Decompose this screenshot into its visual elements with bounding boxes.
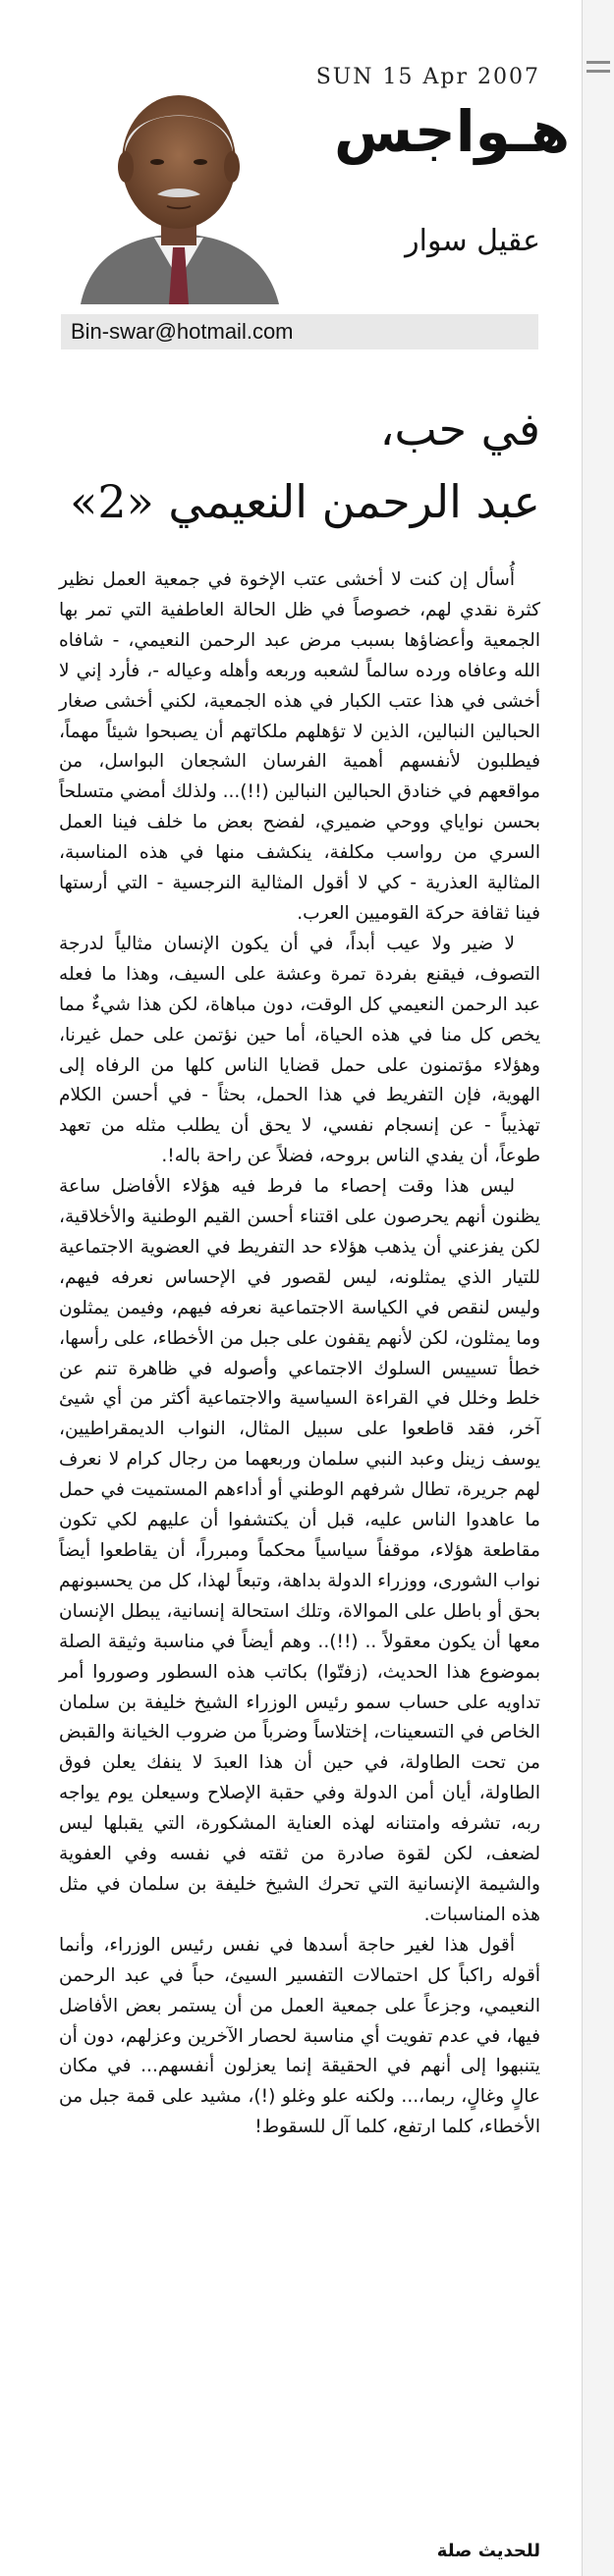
author-email [61,314,538,349]
margin-divider [586,70,610,73]
headline-line-1: في حب، [379,402,540,456]
paragraph: أُسأل إن كنت لا أخشى عتب الإخوة في جمعية العمل نظير كثرة نقدي لهم، خصوصاً في ظل الحالة العاطفية التي تمر بها الجمعية وأعضاؤها بسبب مرض عبد الرحمن النعيمي، - شافاه الله وعافاه ورده سالماً لشعبه وربعه وأهله وعياله -، فأرد إني لا أخشى في هذا عتب الكبار في هذه الجمعية، لكني أخشى صغار الحبالين النبالين، الذين لا تؤهلهم ملكاتهم أن يصبحوا شيئاً مهماً، فيطلبون لأنفسهم أهمية الفرسان الشجعان البواسل، من مواقعهم في خنادق الحبالين النبالين (!!)... ولذلك أمضي متسلحاً بحسن نواياي ووحي ضميري، لفضح بعض ما خلف فينا العمل السري من رواسب مكلفة، ينكشف منها في هذه المناسبة، المثالية العذرية - كي لا أقول المثالية النرجسية - التي أرستها فينا ثقافة حركة القوميين العرب. [59,569,540,924]
article-headline [59,393,540,538]
article-body [59,565,540,2143]
column-title: هـواجس [334,98,571,165]
paragraph: ليس هذا وقت إحصاء ما فرط فيه هؤلاء الأفاضل ساعة يظنون أنهم يحرصون على اقتناء أحسن القيم الوطنية والأخلاقية، لكن يفزعني أن يذهب هؤلاء حد التفريط في العضوية الاجتماعية للتيار الذي يمثلونه، ليس لقصور في الإحساس نعرفه فيهم، وليس لنقص في الكياسة الاجتماعية نعرفه فيهم، وفيمن يمثلون وما يمثلون، لكن لأنهم يقفون على جبل من الأخطاء، على رأسها، خطأ تسييس السلوك الاجتماعي وأصوله في ظاهرة تنم عن خلط وخلل في القراءة السياسية والاجتماعية أكثر من أي شيئ آخر، فقد قاطعوا على سبيل المثال، النواب الديمقراطيين، يوسف زينل وعبد النبي سلمان وربعهما من رجال كرام لا نعرف لهم جريرة، تطال شرفهم الوطني أو أداءهم المستميت في حمل ما عاهدوا الناس عليه، قبل أن يكتشفوا أن عليهم لكي تكون مقاطعة هؤلاء، موقفاً سياسياً محكماً ومبرراً، أن يقاطعوا أيضاً نواب الشورى، ووزراء الدولة بداهة، وتبعاً لهذا، كل من يحسبونهم بحق أو باطل على الموالاة، وتلك استحالة إنسانية، يبطل الإنسان معها أن يكون معقولاً .. (!!).. وهم أيضاً في مناسبة وثيقة الصلة بموضوع هذا الحديث، (زفتّوا) بكاتب هذه السطور وصوروا أمر تداويه على حساب سمو رئيس الوزراء الشيخ خليفة بن سلمان الخاص في التسعينات، إختلاساً وضرباً من ضروب الخيانة والقبض من تحت الطاولة، في حين أن هذا العبدَ لا ينفك يعلن فوق الطاولة، أيان أمن الدولة وفي حقبة الإصلاح وسيعلن يوم يواجه ربه، تشرفه وامتنانه لهذه العناية المشكورة، التي يقبلها ليس لضعف، لكن لقوة صادرة من ثقته في نفسه وفي العفوية والشيمة الإنسانية التي تحرك الشيخ خليفة بن سلمان في مثل هذه المناسبات. [59,1176,540,1925]
paragraph: أقول هذا لغير حاجة أسدها في نفس رئيس الوزراء، وأنما أقوله راكباً كل احتمالات التفسير السيئ، حباً في عبد الرحمن النعيمي، وجزعاً على جمعية العمل من أن يستمر بعض الأفاضل فيها، في عدم تفويت أي مناسبة لحصار الآخرين وعزلهم، دون أن يتنبهوا إلى أنهم في الحقيقة إنما يعزلون أنفسهم... في مكان عالٍ وغالٍ، ربما،... ولكنه علو وغلو (!)، مشيد على قمة جبل من الأخطاء، كلما ارتفع، كلما آل للسقوط! [59,1934,540,2138]
author-photo-illustration [71,69,287,304]
to-be-continued-label: للحديث صلة [436,2541,540,2561]
author-photo [71,69,287,304]
side-margin-strip [582,0,614,2576]
headline-line-2: عبد الرحمن النعيمي «2» [70,475,540,528]
margin-divider [586,61,610,64]
author-email-text: Bin-swar@hotmail.com [71,319,294,344]
paragraph: لا ضير ولا عيب أبداً، في أن يكون الإنسان مثالياً لدرجة التصوف، فيقنع بفردة تمرة وعشة على السيف، وهذا ما فعله عبد الرحمن النعيمي كل الوقت، دون مباهاة، لكن هذا شيءٌ مما يخص كل منا في هذه الحياة، أما حين نؤتمن على حمل غيرنا، وهؤلاء مؤتمنون على حمل قضايا الناس كلها من الرفاه إلى الهوية، فإن التفريط في هذا الحمل، بحثاً - في أحسن الكلام تهذيباً - عن إنسجام نفسي، لا يحق أن يطلب مثله من تعهد طوعاً، أن يفدي الناس بروحه، فضلاً عن راحة باله!. [59,933,540,1167]
publication-date: SUN 15 Apr 2007 [315,65,540,89]
author-name: عقيل سوار [405,224,540,258]
